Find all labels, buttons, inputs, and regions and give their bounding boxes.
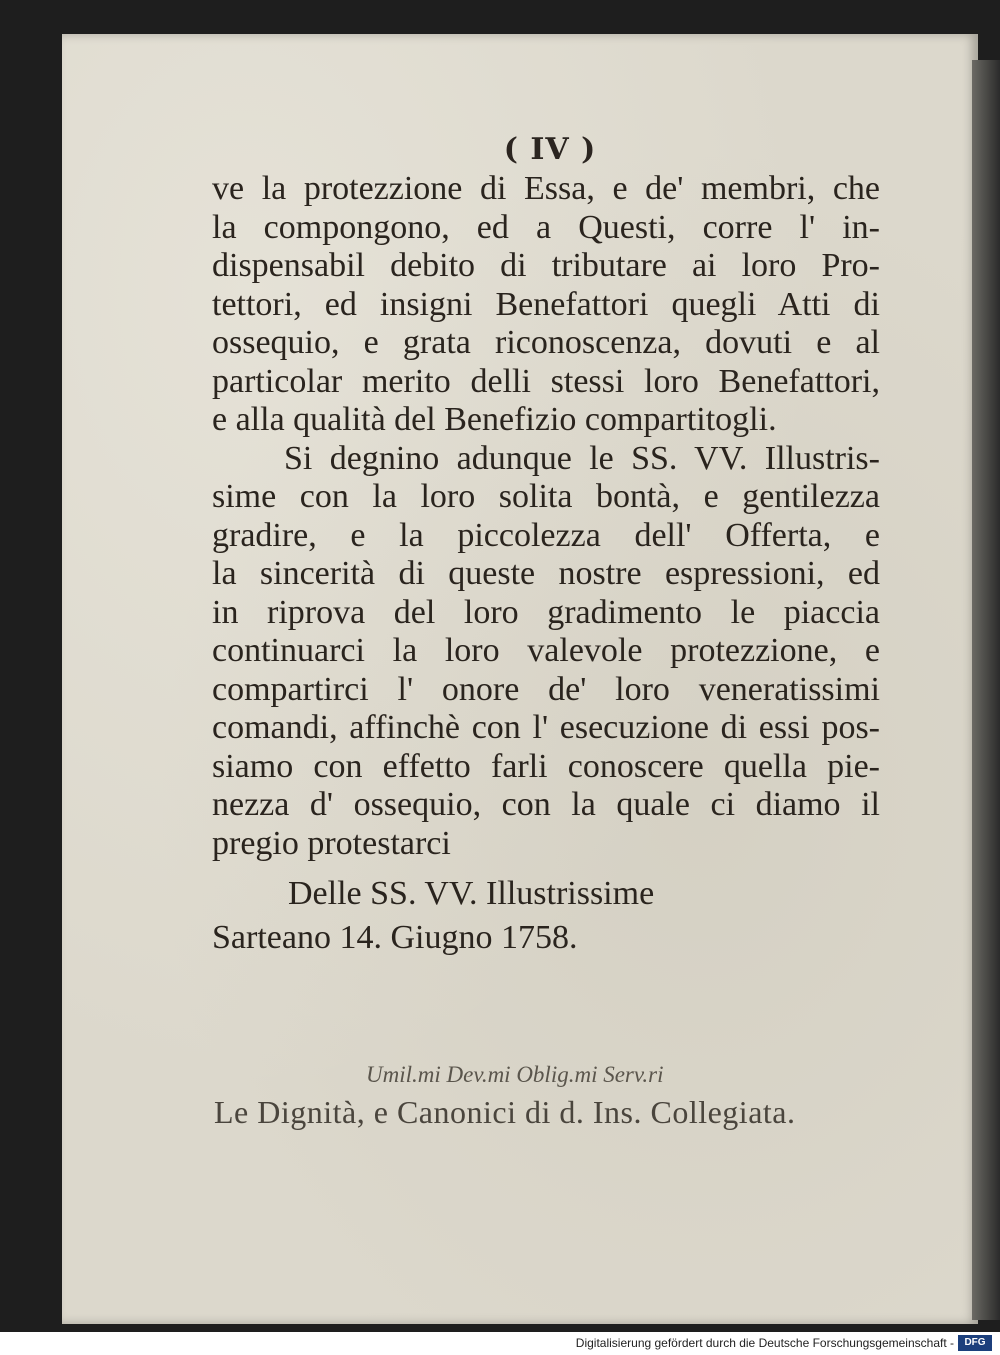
text-line: ossequio, e grata riconoscenza, dovuti e al <box>212 324 880 361</box>
body-text <box>212 170 880 863</box>
text-line: nezza d' ossequio, con la quale ci diamo il <box>212 786 880 823</box>
text-line: Si degnino adunque le SS. VV. Illustris- <box>284 439 880 477</box>
place-date: Sarteano 14. Giugno 1758. <box>212 919 578 956</box>
text-line: la compongono, ed a Questi, corre l' in- <box>212 208 880 246</box>
text-line: e alla qualità del Benefizio compartitogli. <box>212 401 777 438</box>
dfg-logo-icon: DFG <box>958 1335 992 1351</box>
text-line: siamo con effetto farli conoscere quella pie- <box>212 747 880 785</box>
text-line: tettori, ed insigni Benefattori quegli Atti di <box>212 285 880 323</box>
text-line: gradire, e la piccolezza dell' Offerta, e <box>212 516 880 554</box>
footer-bar <box>0 1332 1000 1355</box>
closing-salutation: Delle SS. VV. Illustrissime <box>288 875 655 912</box>
text-line: pregio protestarci <box>212 824 451 862</box>
book-gutter <box>972 60 1000 1320</box>
signature-name: Le Dignità, e Canonici di d. Ins. Collegiata. <box>214 1094 796 1130</box>
funding-notice: Digitalisierung gefördert durch die Deutsche Forschungsgemeinschaft - <box>575 1336 954 1350</box>
text-line: sime con la loro solita bontà, e gentilezza <box>212 478 880 515</box>
closing-block <box>212 872 832 960</box>
text-line: ve la protezzione di Essa, e de' membri, che <box>212 170 880 207</box>
text-line: comandi, affinchè con l' esecuzione di essi pos- <box>212 709 880 746</box>
text-line: compartirci l' onore de' loro veneratissimi <box>212 670 880 708</box>
page-number-header: ( IV ) <box>503 132 597 167</box>
signature-titles: Umil.mi Dev.mi Oblig.mi Serv.ri <box>366 1062 664 1087</box>
text-line: particolar merito delli stessi loro Benefattori, <box>212 362 880 400</box>
text-line: in riprova del loro gradimento le piaccia <box>212 593 880 631</box>
text-line: la sincerità di queste nostre espressioni, ed <box>212 555 880 592</box>
text-line: continuarci la loro valevole protezzione, e <box>212 632 880 669</box>
text-line: dispensabil debito di tributare ai loro Pro- <box>212 247 880 284</box>
